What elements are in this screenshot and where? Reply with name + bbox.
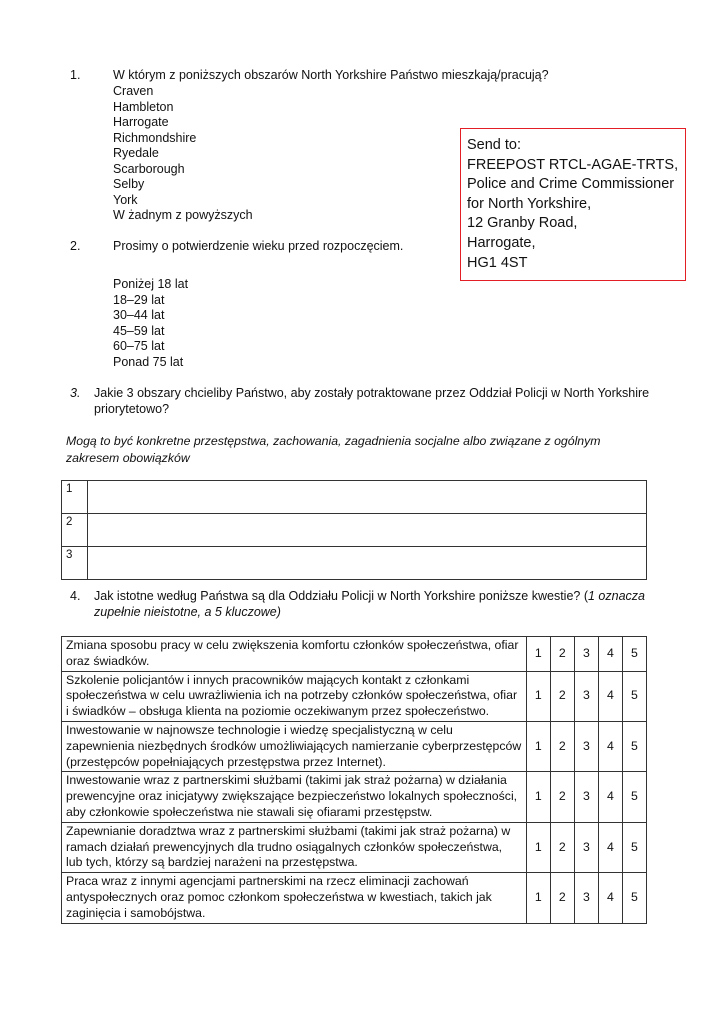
rating-option-4[interactable]: 4 xyxy=(598,637,622,672)
rating-option-2[interactable]: 2 xyxy=(550,822,574,872)
age-option-30-44[interactable]: 30–44 lat xyxy=(113,308,165,322)
option-ryedale[interactable]: Ryedale xyxy=(113,146,159,160)
rating-option-4[interactable]: 4 xyxy=(598,721,622,771)
rating-option-5[interactable]: 5 xyxy=(622,637,646,672)
priority-row xyxy=(62,514,647,547)
send-to-recipient-area: for North Yorkshire, xyxy=(467,195,592,212)
send-to-postcode: HG1 4ST xyxy=(467,254,528,271)
option-harrogate[interactable]: Harrogate xyxy=(113,115,169,129)
question-3-text: Jakie 3 obszary chcieliby Państwo, aby zostały potraktowane przez Oddział Policji w North Yorkshire priorytetowo? xyxy=(94,386,650,416)
rating-statement: Zmiana sposobu pracy w celu zwiększenia komfortu członków społeczeństwa, ofiar oraz świadków. xyxy=(62,637,527,672)
question-3 xyxy=(70,386,670,417)
rating-statement: Zapewnianie doradztwa wraz z partnerskimi służbami (takimi jak straż pożarna) w ramach działań prewencyjnych dla trudno osiągalnych członków społeczeństwa, lub tych, którzy są bardziej narażeni na przestępstwa. xyxy=(62,822,527,872)
rating-option-5[interactable]: 5 xyxy=(622,721,646,771)
rating-statement: Inwestowanie w najnowsze technologie i wiedzę specjalistyczną w celu zapewnienia niezbędnych środków umożliwiających namierzanie cyberprzestępców (przestępców popełniających przestępstwa przez Internet). xyxy=(62,721,527,771)
option-scarborough[interactable]: Scarborough xyxy=(113,161,185,176)
send-to-address-box xyxy=(460,128,686,281)
rating-option-4[interactable]: 4 xyxy=(598,772,622,822)
send-to-recipient: Police and Crime Commissioner xyxy=(467,176,675,193)
question-2-number: 2. xyxy=(70,239,81,253)
send-to-label: Send to: xyxy=(467,137,522,153)
question-4-number: 4. xyxy=(70,589,81,603)
question-2-text: Prosimy o potwierdzenie wieku przed rozpoczęciem. xyxy=(113,239,404,253)
question-1-number: 1. xyxy=(70,68,81,82)
rating-row xyxy=(62,637,647,672)
age-option-under-18[interactable]: Poniżej 18 lat xyxy=(113,277,189,291)
priority-row xyxy=(62,481,647,514)
priorities-table xyxy=(61,480,647,580)
question-1-text: W którym z poniższych obszarów North Yorkshire Państwo mieszkają/pracują? xyxy=(113,68,549,82)
option-craven[interactable]: Craven xyxy=(113,84,154,98)
option-richmondshire[interactable]: Richmondshire xyxy=(113,130,197,145)
age-option-18-29[interactable]: 18–29 lat xyxy=(113,292,165,307)
rating-option-3[interactable]: 3 xyxy=(574,671,598,721)
rating-option-4[interactable]: 4 xyxy=(598,873,622,923)
rating-row xyxy=(62,772,647,822)
send-to-street: 12 Granby Road, xyxy=(467,215,578,232)
age-option-60-75[interactable]: 60–75 lat xyxy=(113,339,165,353)
option-selby[interactable]: Selby xyxy=(113,177,145,191)
question-3-number: 3. xyxy=(70,386,81,400)
rating-option-3[interactable]: 3 xyxy=(574,822,598,872)
rating-option-4[interactable]: 4 xyxy=(598,671,622,721)
rating-option-5[interactable]: 5 xyxy=(622,873,646,923)
send-to-freepost: FREEPOST RTCL-AGAE-TRTS, xyxy=(467,156,679,173)
rating-option-3[interactable]: 3 xyxy=(574,637,598,672)
rating-option-5[interactable]: 5 xyxy=(622,772,646,822)
priority-input-3[interactable] xyxy=(88,547,647,580)
rating-option-1[interactable]: 1 xyxy=(526,873,550,923)
option-none[interactable]: W żadnym z powyższych xyxy=(113,208,253,222)
rating-option-1[interactable]: 1 xyxy=(526,671,550,721)
rating-option-5[interactable]: 5 xyxy=(622,822,646,872)
rating-row xyxy=(62,873,647,923)
rating-option-1[interactable]: 1 xyxy=(526,772,550,822)
rating-option-2[interactable]: 2 xyxy=(550,671,574,721)
rating-statement: Inwestowanie wraz z partnerskimi służbami (takimi jak straż pożarna) w działania prewencyjne oraz inicjatywy zwiększające bezpieczeństwo lokalnych społeczności, aby członkowie społeczeństwa nie stawali się ofiarami przestępstw. xyxy=(62,772,527,822)
rating-option-3[interactable]: 3 xyxy=(574,873,598,923)
rating-option-2[interactable]: 2 xyxy=(550,873,574,923)
rating-statement: Praca wraz z innymi agencjami partnerskimi na rzecz eliminacji zachowań antyspołecznych oraz pomoc członkom społeczeństwa w kwestiach, takich jak zaginięcia i samobójstwa. xyxy=(62,873,527,923)
rating-option-1[interactable]: 1 xyxy=(526,822,550,872)
rating-option-3[interactable]: 3 xyxy=(574,772,598,822)
rating-option-3[interactable]: 3 xyxy=(574,721,598,771)
rating-row xyxy=(62,822,647,872)
priority-row-number: 2 xyxy=(62,514,88,547)
ratings-table xyxy=(61,636,647,924)
rating-row xyxy=(62,671,647,721)
priority-row xyxy=(62,547,647,580)
question-1-options xyxy=(113,84,253,224)
rating-option-2[interactable]: 2 xyxy=(550,637,574,672)
send-to-town: Harrogate, xyxy=(467,234,536,251)
option-york[interactable]: York xyxy=(113,192,138,207)
rating-option-2[interactable]: 2 xyxy=(550,721,574,771)
rating-option-1[interactable]: 1 xyxy=(526,721,550,771)
age-option-45-59[interactable]: 45–59 lat xyxy=(113,323,165,338)
age-option-over-75[interactable]: Ponad 75 lat xyxy=(113,354,184,369)
rating-option-5[interactable]: 5 xyxy=(622,671,646,721)
rating-option-1[interactable]: 1 xyxy=(526,637,550,672)
question-2-options xyxy=(113,277,188,370)
question-4-scale-hint: 1 oznacza zupełnie nieistotne, a 5 kluczowe) xyxy=(94,589,645,619)
rating-row xyxy=(62,721,647,771)
rating-option-2[interactable]: 2 xyxy=(550,772,574,822)
priority-input-1[interactable] xyxy=(88,481,647,514)
question-3-note: Mogą to być konkretne przestępstwa, zachowania, zagadnienia socjalne albo związane z ogólnym zakresem obowiązków xyxy=(66,434,601,465)
question-4-text: Jak istotne według Państwa są dla Oddziału Policji w North Yorkshire poniższe kwestie? ( xyxy=(94,589,588,603)
option-hambleton[interactable]: Hambleton xyxy=(113,99,174,114)
rating-statement: Szkolenie policjantów i innych pracowników mających kontakt z członkami społeczeństwa w celu uwrażliwienia ich na potrzeby członków społeczeństwa, ofiar i świadków – obsługa klienta na poziomie oczekiwanym przez społeczeństwo. xyxy=(62,671,527,721)
priority-row-number: 3 xyxy=(62,547,88,580)
rating-option-4[interactable]: 4 xyxy=(598,822,622,872)
priority-input-2[interactable] xyxy=(88,514,647,547)
question-4 xyxy=(70,588,670,620)
priority-row-number: 1 xyxy=(62,481,88,514)
